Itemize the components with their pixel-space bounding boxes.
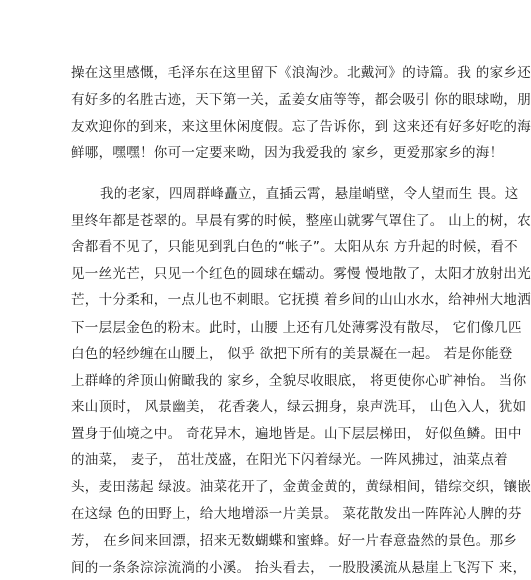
- text-line: 友欢迎你的到来，来这里休闲度假。忘了告诉你，到 这来还有好多好吃的海: [71, 119, 531, 135]
- text-line: 头，麦田荡起 绿波。油菜花开了，金黄金黄的，黄绿相间，错综交织，镶嵌: [71, 479, 531, 495]
- text-line: 芒，十分柔和，一点儿也不刺眼。它抚摸 着乡间的山山水水，给神州大地洒: [71, 292, 531, 308]
- text-line: 的油菜， 麦子， 茁壮茂盛，在阳光下闪着绿光。一阵风拂过，油菜点着: [71, 452, 508, 468]
- text-line: 芳， 在乡间来回漂，招来无数蝴蝶和蜜蜂。好一片春意盎然的景色。那乡: [71, 533, 518, 549]
- text-line: 见一丝光芒，只见一个红色的圆球在蠕动。雾慢 慢地散了，太阳才放射出光: [71, 266, 531, 282]
- text-line: 来山顶时， 风景幽美， 花香袭人，绿云拥身，泉声洗耳， 山色入人，犹如: [71, 399, 527, 415]
- text-line: 舍都看不见了，只能见到乳白色的“帐子”。太阳从东 方升起的时候，看不: [71, 239, 518, 255]
- paragraph-first-line: 我的老家，四周群峰矗立，直插云霄，悬崖峭壁，令人望而生 畏。这: [100, 186, 519, 202]
- text-line: 鲜哪，嘿嘿！你可一定要来呦，因为我爱我的 家乡，更爱那家乡的海！: [71, 145, 504, 161]
- text-line: 置身于仙境之中。 奇花异木，遍地皆是。山下层层梯田， 好似鱼鳞。田中: [71, 426, 522, 442]
- text-line: 里终年都是苍翠的。早晨有雾的时候，整座山就雾气罩住了。 山上的树，农: [71, 213, 531, 229]
- text-line: 下一层层金色的粉末。此时，山腰 上还有几处薄雾没有散尽， 它们像几匹: [71, 320, 522, 336]
- text-line: 操在这里感慨，毛泽东在这里留下《浪淘沙。北戴河》的诗篇。我 的家乡还: [71, 65, 531, 81]
- text-line: 间的一条条淙淙流淌的小溪。 抬头看去， 一股股溪流从悬崖上飞泻下 来，: [71, 560, 527, 576]
- text-line: 在这绿 色的田野上，给大地增添一片美景。 菜花散发出一阵阵沁人脾的芬: [71, 506, 522, 522]
- text-line: 有好多的名胜古迹，天下第一关，孟姜女庙等等，都会吸引 你的眼球呦，朋: [71, 92, 531, 108]
- text-line: 上群峰的斧顶山俯瞰我的 家乡，全貌尽收眼底， 将更使你心旷神怡。 当你: [71, 373, 527, 389]
- text-line: 白色的轻纱缠在山腰上， 似乎 欲把下所有的美景凝在一起。 若是你能登: [71, 346, 513, 362]
